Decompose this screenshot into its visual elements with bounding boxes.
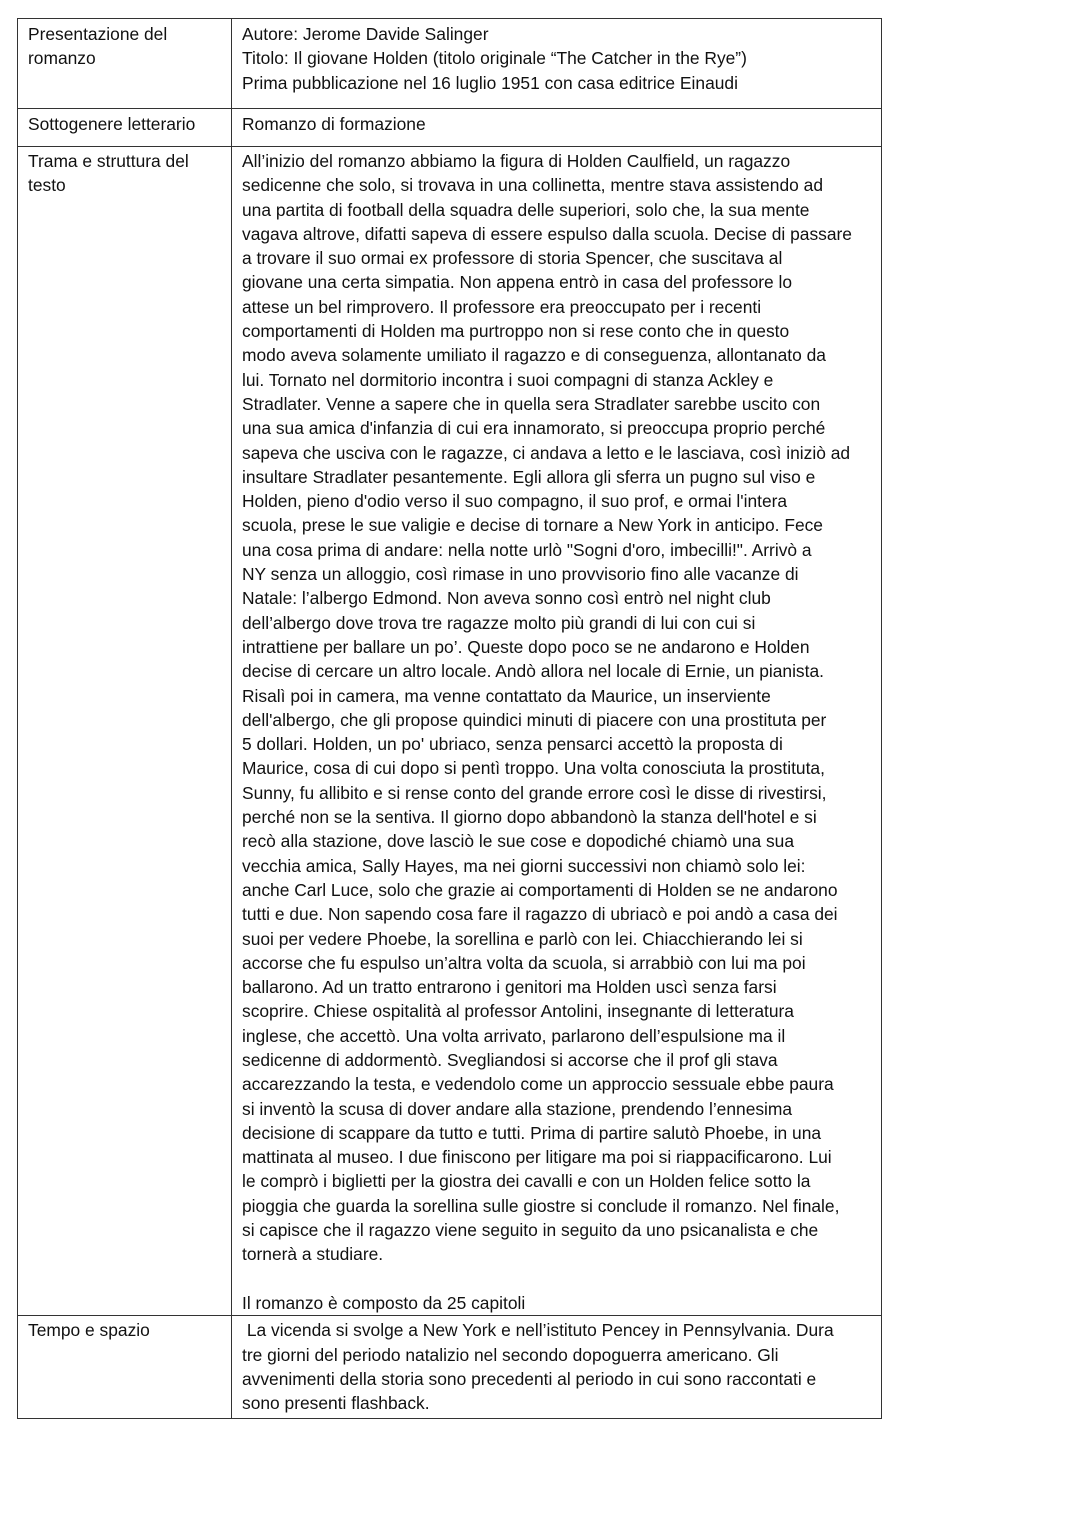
plot-line: Stradlater. Venne a sapere che in quella sera Stradlater sarebbe uscito con (242, 393, 821, 414)
plot-line: una partita di football della squadra delle superiori, solo che, la sua mente (242, 199, 810, 220)
label-line: Sottogenere letterario (28, 114, 196, 134)
label-subgenre (18, 109, 232, 147)
label-line: Trama e struttura del (28, 151, 189, 171)
plot-line: giovane una certa simpatia. Non appena entrò in casa del professore lo (242, 272, 793, 293)
time-space-line: sono presenti flashback. (242, 1393, 430, 1414)
plot-line: vagava altrove, difatti sapeva di essere espulso dalla scuola. Decise di passare (242, 223, 852, 244)
plot-line: lui. Tornato nel dormitorio incontra i suoi compagni di stanza Ackley e (242, 369, 774, 390)
plot-line: tornerà a studiare. (242, 1244, 384, 1265)
plot-line: accorse che fu espulso un’altra volta da scuola, si arrabbiò con lui ma poi (242, 952, 806, 973)
novel-summary-table (17, 18, 882, 1419)
plot-line: le comprò i biglietti per la giostra dei cavalli e con un Holden felice sotto la (242, 1171, 811, 1192)
structure-line: Il romanzo è composto da 25 capitoli (242, 1292, 526, 1313)
plot-line: Holden, pieno d'odio verso il suo compagno, il suo prof, e ormai l'intera (242, 491, 788, 512)
plot-line: perché non se la sentiva. Il giorno dopo abbandonò la stanza dell'hotel e si (242, 807, 817, 828)
plot-line: si inventò la scusa di dover andare alla stazione, prendendo l’ennesima (242, 1098, 793, 1119)
plot-line: Sunny, fu allibito e si rense conto del grande errore così le disse di rivestirsi, (242, 782, 827, 803)
plot-line: Risalì poi in camera, ma venne contattato da Maurice, un inserviente (242, 685, 771, 706)
plot-line: 5 dollari. Holden, un po' ubriaco, senza pensarci accettò la proposta di (242, 734, 783, 755)
row-subgenre (18, 109, 882, 147)
title-line: Titolo: Il giovane Holden (titolo originale “The Catcher in the Rye”) (242, 48, 747, 69)
label-line: Tempo e spazio (28, 1320, 150, 1341)
label-plot (18, 147, 232, 1316)
label-line: Presentazione del (28, 24, 168, 44)
plot-line: sedicenne che solo, si trovava in una collinetta, mentre stava assistendo ad (242, 175, 823, 196)
plot-line: recò alla stazione, dove lasciò le sue cose e dopodiché chiamò una sua (242, 831, 795, 852)
content-plot (232, 147, 882, 1316)
plot-line: sedicenne di addormentò. Svegliandosi si accorse che il prof gli stava (242, 1049, 778, 1070)
plot-line: vecchia amica, Sally Hayes, ma nei giorni successivi non chiamò solo lei: (242, 855, 806, 876)
content-presentation (232, 19, 882, 109)
plot-line: anche Carl Luce, solo che grazie ai comportamenti di Holden se ne andarono (242, 879, 838, 900)
plot-line: All’inizio del romanzo abbiamo la figura di Holden Caulfield, un ragazzo (242, 151, 791, 171)
plot-line: decise di cercare un altro locale. Andò allora nel locale di Ernie, un pianista. (242, 661, 824, 682)
publication-line: Prima pubblicazione nel 16 luglio 1951 con casa editrice Einaudi (242, 72, 738, 93)
plot-line: Maurice, cosa di cui dopo si pentì troppo. Una volta conosciuta la prostituta, (242, 758, 825, 779)
author-line: Autore: Jerome Davide Salinger (242, 24, 489, 44)
plot-line: insultare Stradlater pesantemente. Egli allora gli sferra un pugno sul viso e (242, 466, 816, 487)
plot-line: Natale: l’albergo Edmond. Non aveva sonno così entrò nel night club (242, 588, 771, 609)
time-space-line: La vicenda si svolge a New York e nell’istituto Pencey in Pennsylvania. Dura (242, 1320, 834, 1341)
plot-line: sapeva che usciva con le ragazze, ci andava a letto e le lasciava, così iniziò ad (242, 442, 851, 463)
plot-line: NY senza un alloggio, così rimase in uno provvisorio fino alle vacanze di (242, 564, 799, 585)
plot-line: si capisce che il ragazzo viene seguito in seguito da uno psicanalista e che (242, 1220, 819, 1241)
time-space-line: tre giorni del periodo natalizio nel secondo dopoguerra americano. Gli (242, 1344, 779, 1365)
row-time-space (18, 1316, 882, 1419)
plot-line: attese un bel rimprovero. Il professore era preoccupato per i recenti (242, 296, 762, 317)
plot-line: accarezzando la testa, e vedendolo come un approccio sessuale ebbe paura (242, 1074, 834, 1095)
plot-line: intrattiene per ballare un po’. Queste dopo poco se ne andarono e Holden (242, 636, 810, 657)
plot-line: ballarono. Ad un tratto entrarono i genitori ma Holden uscì senza farsi (242, 977, 777, 998)
label-presentation (18, 19, 232, 109)
plot-line: tutti e due. Non sapendo cosa fare il ragazzo di ubriacò e poi andò a casa dei (242, 904, 838, 925)
plot-line: dell’albergo dove trova tre ragazze molto più grandi di lui con cui si (242, 612, 756, 633)
time-space-line: avvenimenti della storia sono precedenti al periodo in cui sono raccontati e (242, 1368, 817, 1389)
plot-line: dell'albergo, che gli propose quindici minuti di piacere con una prostituta per (242, 709, 827, 730)
content-subgenre (232, 109, 882, 147)
plot-line: comportamenti di Holden ma purtroppo non si rese conto che in questo (242, 321, 790, 342)
plot-line: suoi per vedere Phoebe, la sorellina e parlò con lei. Chiacchierando lei si (242, 928, 803, 949)
plot-line: una sua amica d'infanzia di cui era innamorato, si preoccupa proprio perché (242, 418, 826, 439)
label-line: romanzo (28, 48, 96, 69)
plot-line: una cosa prima di andare: nella notte urlò "Sogni d'oro, imbecilli!". Arrivò a (242, 539, 812, 560)
row-plot (18, 147, 882, 1316)
plot-line: scoprire. Chiese ospitalità al professor Antolini, insegnante di letteratura (242, 1001, 794, 1022)
paragraph-gap (242, 1267, 875, 1291)
plot-line: decisione di scappare da tutto e tutti. Prima di partire salutò Phoebe, in una (242, 1122, 822, 1143)
plot-line: inglese, che accettò. Una volta arrivato, parlarono dell’espulsione ma il (242, 1025, 786, 1046)
plot-line: pioggia che guarda la sorellina sulle giostre si conclude il romanzo. Nel finale, (242, 1195, 840, 1216)
plot-paragraph (242, 149, 875, 1267)
label-line: testo (28, 175, 66, 196)
plot-line: scuola, prese le sue valigie e decise di tornare a New York in anticipo. Fece (242, 515, 823, 536)
content-time-space (232, 1316, 882, 1419)
subgenre-value: Romanzo di formazione (242, 114, 426, 134)
row-presentation (18, 19, 882, 109)
plot-line: modo aveva solamente umiliato il ragazzo e di conseguenza, allontanato da (242, 345, 826, 366)
label-time-space (18, 1316, 232, 1419)
plot-line: a trovare il suo ormai ex professore di storia Spencer, che suscitava al (242, 248, 783, 269)
plot-line: mattinata al museo. I due finiscono per litigare ma poi si riappacificarono. Lui (242, 1147, 832, 1168)
